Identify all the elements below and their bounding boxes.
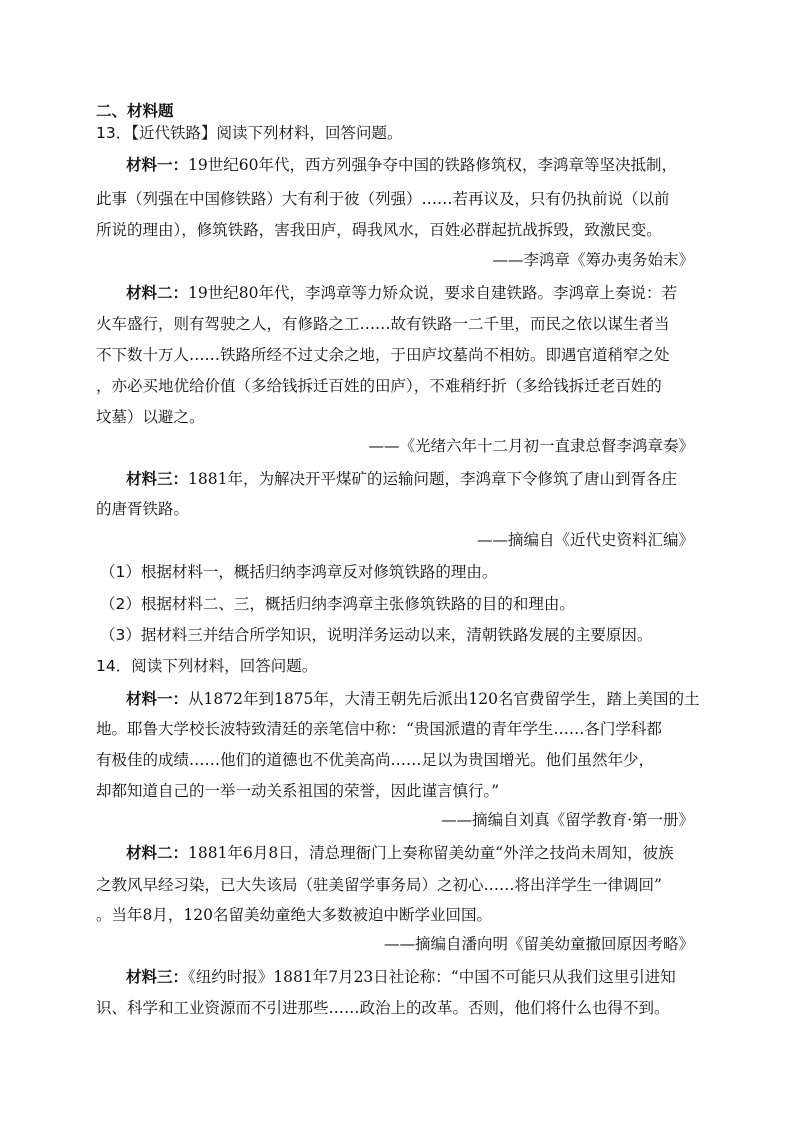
q13-material-3-line-2: 的唐胥铁路。	[96, 500, 190, 518]
q13-material-2-label: 材料二：	[126, 284, 189, 302]
q14-material-2-source: ——摘编自潘向明《留美幼童撤回原因考略》	[383, 935, 694, 953]
section-heading: 二、材料题	[96, 102, 174, 120]
q14-material-2-line-3: 。当年8月，120名留美幼童绝大多数被迫中断学业回国。	[96, 906, 492, 924]
q14-material-2-label: 材料二：	[126, 844, 189, 862]
q14-material-3-label: 材料三：	[126, 968, 189, 986]
q14-material-1-source: ——摘编自刘真《留学教育·第一册》	[441, 811, 694, 829]
q13-material-2-line-5: 坟墓）以避之。	[96, 408, 205, 426]
q14-material-3-line-2: 识、科学和工业资源而不引进那些……政治上的改革。否则，他们将什么也得不到。	[96, 999, 670, 1017]
q14-intro: 14．阅读下列材料，回答问题。	[96, 657, 318, 675]
q14-material-1-line-1	[126, 688, 700, 710]
q13-subquestion-3: （3）据材料三并结合所学知识，说明洋务运动以来，清朝铁路发展的主要原因。	[100, 626, 653, 644]
q13-material-2-line-3: 不下数十万人……铁路所经不过丈余之地，于田庐坟墓尚不相妨。即遇官道稍窄之处	[96, 346, 670, 364]
q14-material-3-text-1: 《纽约时报》1881年7月23日社论称：“中国不可能只从我们这里引进知	[188, 968, 676, 986]
q13-material-1-source: ——李鸿章《筹办夷务始末》	[492, 251, 694, 269]
q13-material-3-source: ——摘编自《近代史资料汇编》	[476, 531, 694, 549]
q13-material-2-source: ——《光绪六年十二月初一直隶总督李鸿章奏》	[368, 437, 694, 455]
q13-material-1-line-1	[126, 154, 677, 176]
q13-material-2-line-2: 火车盛行，则有驾驶之人，有修路之工……故有铁路一二千里，而民之依以谋生者当	[96, 315, 670, 333]
q13-material-3-label: 材料三：	[126, 470, 189, 488]
q13-material-2-line-4: ，亦必买地优给价值（多给钱拆迁百姓的田庐），不难稍纡折（多给钱拆迁老百姓的	[96, 377, 662, 395]
q13-intro: 13．【近代铁路】阅读下列材料，回答问题。	[96, 124, 403, 142]
q14-material-3-line-1	[126, 966, 676, 988]
q14-material-2-line-2: 之教风早经习染，已大失该局（驻美留学事务局）之初心……将出洋学生一律调回”	[96, 876, 662, 894]
q14-material-1-line-4: 却都知道自己的一举一动关系祖国的荣誉，因此谨言慎行。”	[96, 782, 500, 800]
q13-material-1-line-3: 所说的理由），修筑铁路，害我田庐，碍我风水，百姓必群起抗战拆毁，致激民变。	[96, 221, 662, 239]
q13-material-3-text-1: 1881年，为解决开平煤矿的运输问题，李鸿章下令修筑了唐山到胥各庄	[188, 470, 677, 488]
q13-material-1-label: 材料一：	[126, 156, 189, 174]
q13-material-1-line-2: 此事（列强在中国修铁路）大有利于彼（列强）……若再议及，只有仍执前说（以前	[96, 190, 670, 208]
q14-material-2-line-1	[126, 842, 674, 864]
q13-material-2-text-1: 19世纪80年代，李鸿章等力矫众说，要求自建铁路。李鸿章上奏说：若	[188, 284, 677, 302]
q13-subquestion-1: （1）根据材料一，概括归纳李鸿章反对修筑铁路的理由。	[100, 563, 498, 581]
q13-material-2-line-1	[126, 282, 677, 304]
q14-material-1-text-1: 从1872年到1875年，大清王朝先后派出120名官费留学生，踏上美国的土	[188, 690, 700, 708]
q13-material-1-text-1: 19世纪60年代，西方列强争夺中国的铁路修筑权，李鸿章等坚决抵制，	[188, 156, 677, 174]
q14-material-1-label: 材料一：	[126, 690, 189, 708]
q13-subquestion-2: （2）根据材料二、三，概括归纳李鸿章主张修筑铁路的目的和理由。	[100, 595, 575, 613]
q13-material-3-line-1	[126, 468, 677, 490]
q14-material-1-line-2: 地。耶鲁大学校长波特致清廷的亲笔信中称：“贵国派遣的青年学生……各门学科都	[96, 720, 662, 738]
q14-material-1-line-3: 有极佳的成绩……他们的道德也不优美高尚……足以为贵国增光。他们虽然年少，	[96, 751, 655, 769]
q14-material-2-text-1: 1881年6月8日，清总理衙门上奏称留美幼童“外洋之技尚未周知，彼族	[188, 844, 674, 862]
